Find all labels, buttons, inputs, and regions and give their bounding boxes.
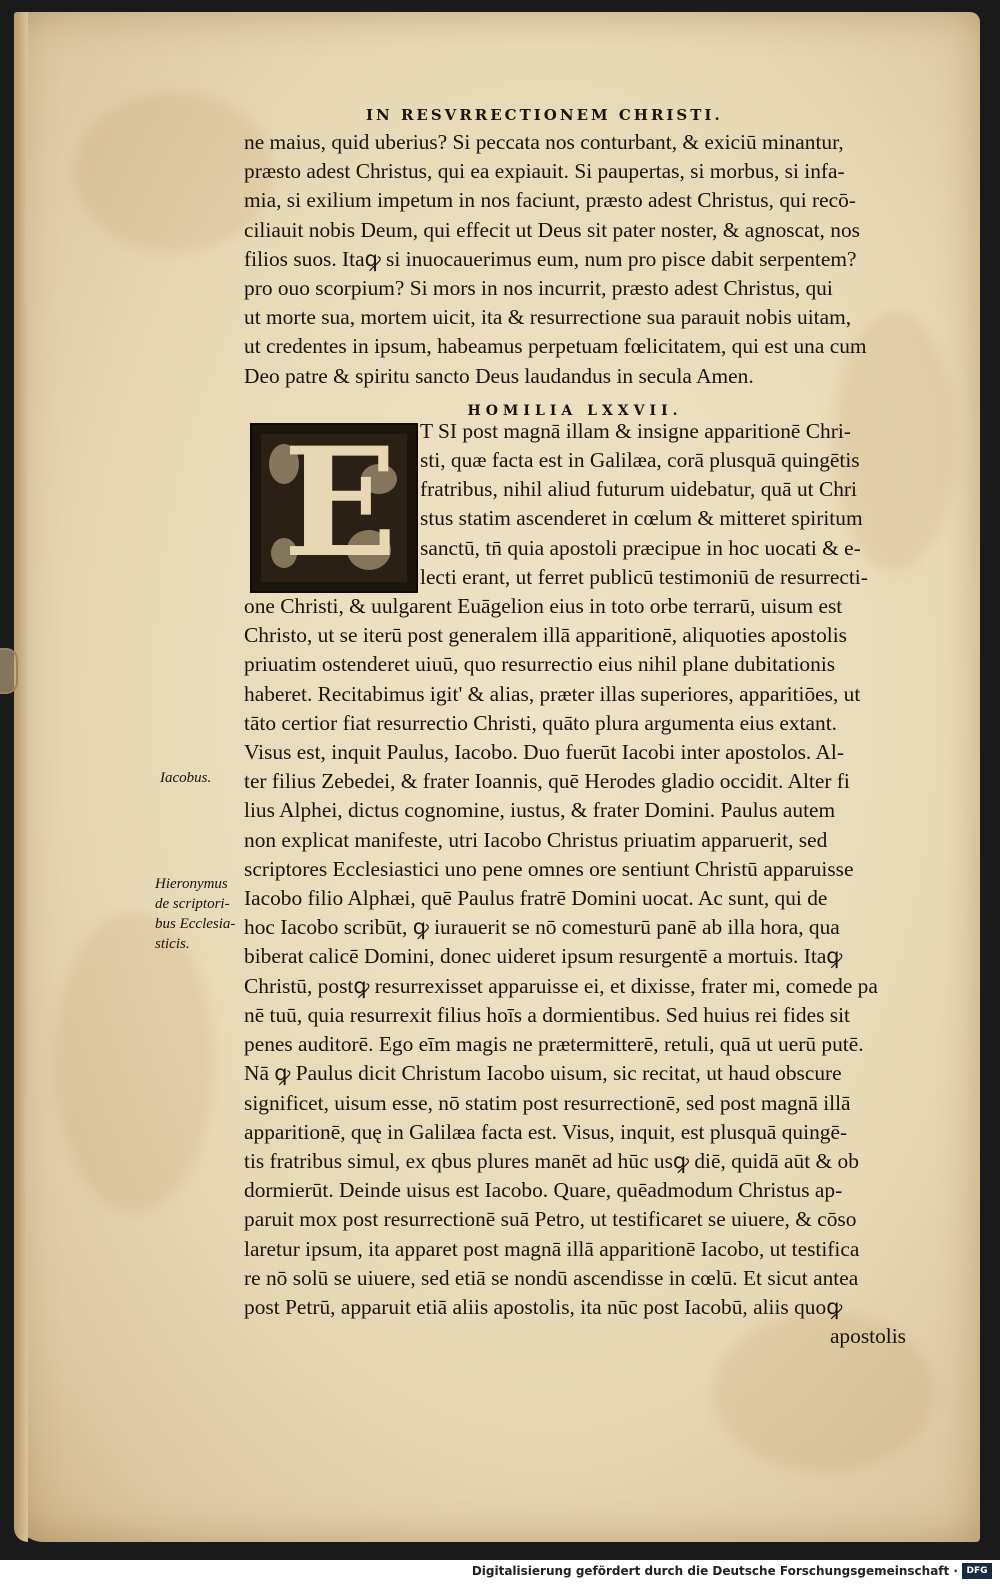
text-line: nē tuū, quia resurrexit filius hoīs a dormientibus. Sed huius rei fides sit [244, 1002, 850, 1027]
text-line: re nō solū se uiuere, sed etiā se nondū ascendisse in cœlū. Et sicut antea [244, 1265, 859, 1290]
text-line: pro ouo scorpium? Si mors in nos incurrit, præsto adest Christus, qui [244, 276, 833, 301]
dfg-logo: DFG [962, 1563, 992, 1579]
initial-letter: E [283, 433, 398, 582]
text-line: scriptores Ecclesiastici uno pene omnes ore sentiunt Christū apparuisse [244, 856, 854, 881]
marginal-note-iacobus: Iacobus. [160, 770, 212, 786]
text-line: non explicat manifeste, utri Iacobo Christus priuatim apparuerit, sed [244, 827, 828, 852]
text-line: hoc Iacobo scribūt, ꝙ iurauerit se nō comesturū panē ab illa hora, qua [244, 915, 840, 940]
text-line: lius Alphei, dictus cognomine, iustus, & frater Domini. Paulus autem [244, 798, 836, 823]
stain [54, 912, 214, 1212]
text-line: penes auditorē. Ego eīm magis ne prætermitterē, retuli, quā ut uerū putē. [244, 1032, 864, 1057]
text-line: Visus est, inquit Paulus, Iacobo. Duo fuerūt Iacobi inter apostolos. Al- [244, 740, 844, 765]
text-line: ciliauit nobis Deum, qui effecit ut Deus sit pater noster, & agnoscat, nos [244, 217, 860, 242]
text-line: priuatim ostenderet uiuū, quo resurrectio eius nihil plane dubitationis [244, 652, 836, 677]
running-head: IN RESVRRECTIONEM CHRISTI. [366, 106, 723, 124]
text-line: ut credentes in ipsum, habeamus perpetuam fœlicitatem, qui est una cum [244, 334, 867, 359]
text-line: T SI post magnā illam & insigne apparitionē Chri- [420, 418, 851, 443]
text-line: Christo, ut se iterū post generalem illā apparitionē, aliquoties apostolis [244, 623, 847, 648]
text-line: mia, si exilium impetum in nos faciunt, præsto adest Christus, qui recō- [244, 188, 856, 213]
text-line: præsto adest Christus, qui ea expiauit. Si paupertas, si morbus, si infa- [244, 159, 845, 184]
text-line: laretur ipsum, ita apparet post magnā illā apparitionē Iacobo, ut testifica [244, 1236, 860, 1261]
text-line: Christū, postꝙ resurrexisset apparuisse ei, et dixisse, frater mi, comede pa [244, 973, 878, 998]
text-line: biberat calicē Domini, donec uideret ipsum resurgentē a mortuis. Itaꝙ [244, 944, 843, 969]
text-line: filios suos. Itaꝙ si inuocauerimus eum, num pro pisce dabit serpentem? [244, 246, 857, 271]
page-clip-mark [0, 648, 18, 694]
woodcut-initial [250, 423, 418, 593]
text-line: haberet. Recitabimus igit' & alias, præter illas superiores, apparitiōes, ut [244, 681, 861, 706]
marginal-note-hieronymus [155, 874, 235, 954]
text-line: sti, quæ facta est in Galilæa, corā plusquā quingētis [420, 448, 860, 473]
text-line: tis fratribus simul, ex qbus plures manēt ad hūc usꝙ diē, quidā aūt & ob [244, 1148, 859, 1173]
text-line: fratribus, nihil aliud futurum uidebatur, quā ut Chri [420, 477, 857, 502]
text-line: one Christi, & uulgarent Euāgelion eius in toto orbe terrarū, uisum est [244, 594, 843, 619]
text-line: apparitionē, quę in Galilæa facta est. Visus, inquit, est plusquā quingē- [244, 1119, 848, 1144]
text-line: post Petrū, apparuit etiā aliis apostolis, ita nūc post Iacobū, aliis quoꝙ [244, 1294, 843, 1319]
main-text [244, 128, 906, 1351]
text-line: stus statim ascenderet in cœlum & mitteret spiritum [420, 506, 863, 531]
text-line: paruit mox post resurrectionē suā Petro, ut testificaret se uiuere, & cōso [244, 1207, 857, 1232]
text-line: Deo patre & spiritu sancto Deus laudandus in secula Amen. [244, 363, 754, 388]
footer-credit: Digitalisierung gefördert durch die Deutsche Forschungsgemeinschaft · [471, 1564, 958, 1578]
text-line: sanctū, tn̄ quia apostoli præcipue in hoc uocati & e- [420, 535, 861, 560]
text-line: significet, uisum esse, nō statim post resurrectionē, sed post magnā illā [244, 1090, 851, 1115]
text-line: ut morte sua, mortem uicit, ita & resurrectione sua parauit nobis uitam, [244, 305, 852, 330]
text-line: Iacobo filio Alphæi, quē Paulus fratrē Domini uocat. Ac sunt, qui de [244, 886, 828, 911]
text-line: ter filius Zebedei, & frater Ioannis, quē Herodes gladio occidit. Alter fi [244, 769, 850, 794]
marginal-line: sticis. [155, 936, 190, 952]
text-line: lecti erant, ut ferret publicū testimoniū de resurrecti- [420, 564, 868, 589]
text-line: tāto certior fiat resurrectio Christi, quāto plura argumenta eius extant. [244, 710, 837, 735]
text-line: ne maius, quid uberius? Si peccata nos conturbant, & exiciū minantur, [244, 130, 844, 154]
marginal-line: Hieronymus [155, 876, 228, 892]
page-edge [14, 12, 28, 1542]
marginal-line: de scriptori- [155, 896, 230, 912]
text-line: Nā ꝙ Paulus dicit Christum Iacobo uisum, sic recitat, ut haud obscure [244, 1061, 842, 1086]
catchword: apostolis [829, 1324, 906, 1349]
text-line: dormierūt. Deinde uisus est Iacobo. Quare, quēadmodum Christus ap- [244, 1178, 843, 1203]
marginal-line: bus Ecclesia- [155, 916, 236, 932]
homily-title: HOMILIA LXXVII. [467, 402, 683, 419]
initial-block [244, 417, 906, 592]
